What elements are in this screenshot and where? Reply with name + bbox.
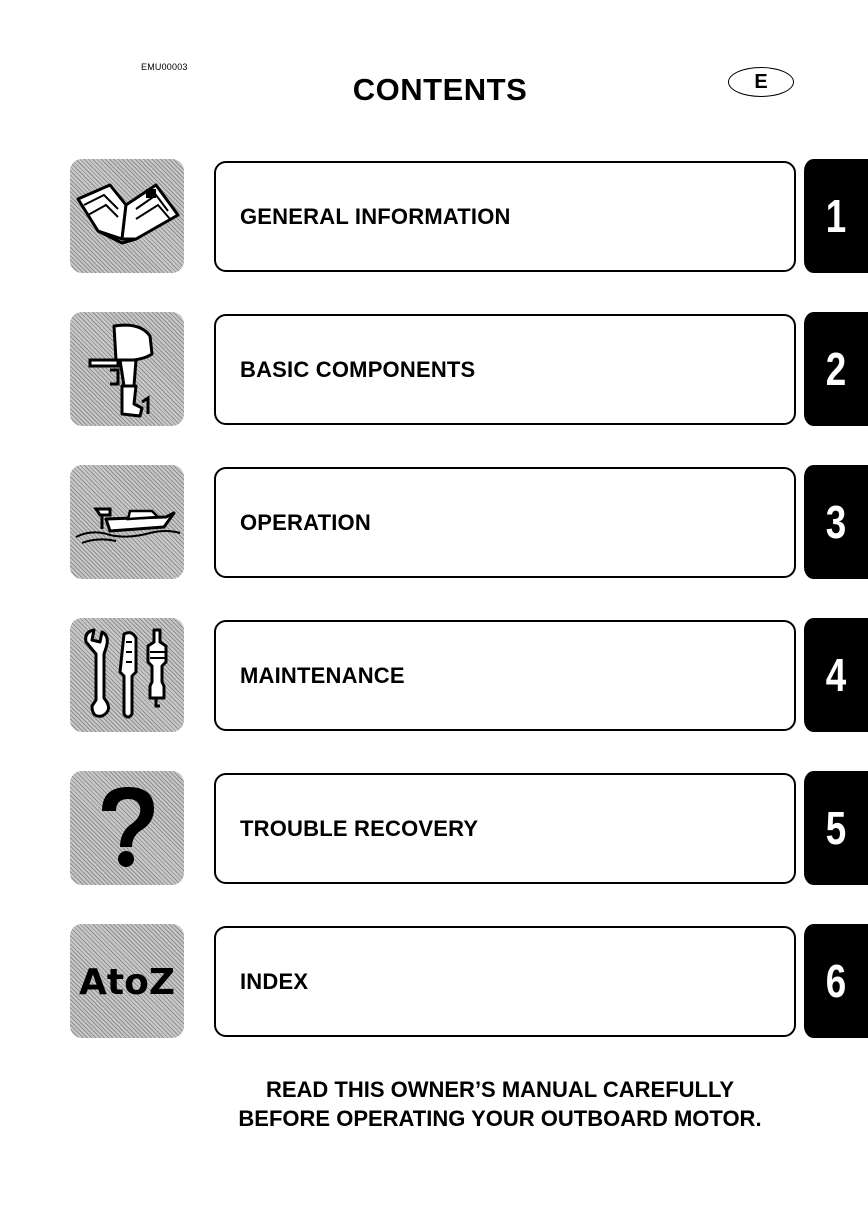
chapter-tab-4[interactable]: 4 (804, 618, 868, 732)
document-code: EMU00003 (141, 62, 188, 72)
chapter-label: OPERATION (240, 509, 371, 535)
chapter-link-trouble-recovery[interactable] (214, 773, 796, 884)
language-badge: E (728, 67, 794, 97)
chapter-row-2 (0, 312, 868, 426)
boat-icon (70, 465, 184, 579)
chapter-row-3 (0, 465, 868, 579)
tools-icon (70, 618, 184, 732)
warning-line-1: READ THIS OWNER’S MANUAL CAREFULLY (265, 1077, 735, 1102)
chapter-link-index[interactable] (214, 926, 796, 1037)
chapter-link-maintenance[interactable] (214, 620, 796, 731)
chapter-row-1 (0, 159, 868, 273)
chapter-link-general-information[interactable] (214, 161, 796, 272)
chapter-label: MAINTENANCE (240, 662, 405, 688)
chapter-label: BASIC COMPONENTS (240, 356, 476, 382)
page-title: CONTENTS (352, 72, 528, 107)
chapter-row-6 (0, 924, 868, 1038)
chapter-tab-1[interactable]: 1 (804, 159, 868, 273)
a-to-z-text: AtoZ (79, 962, 175, 1003)
chapter-label: INDEX (240, 968, 309, 994)
chapter-tab-3[interactable]: 3 (804, 465, 868, 579)
chapter-tab-2[interactable]: 2 (804, 312, 868, 426)
open-book-icon (70, 159, 184, 273)
chapter-row-4 (0, 618, 868, 732)
chapter-tab-6[interactable]: 6 (804, 924, 868, 1038)
chapter-link-basic-components[interactable] (214, 314, 796, 425)
chapter-label: GENERAL INFORMATION (240, 203, 511, 229)
chapter-tab-5[interactable]: 5 (804, 771, 868, 885)
chapter-label: TROUBLE RECOVERY (240, 815, 479, 841)
chapter-row-5 (0, 771, 868, 885)
outboard-motor-icon (70, 312, 184, 426)
question-mark-icon (70, 771, 184, 885)
warning-line-2: BEFORE OPERATING YOUR OUTBOARD MOTOR. (238, 1106, 762, 1131)
chapter-link-operation[interactable] (214, 467, 796, 578)
owners-manual-warning (190, 1075, 810, 1133)
a-to-z-icon (70, 924, 184, 1038)
